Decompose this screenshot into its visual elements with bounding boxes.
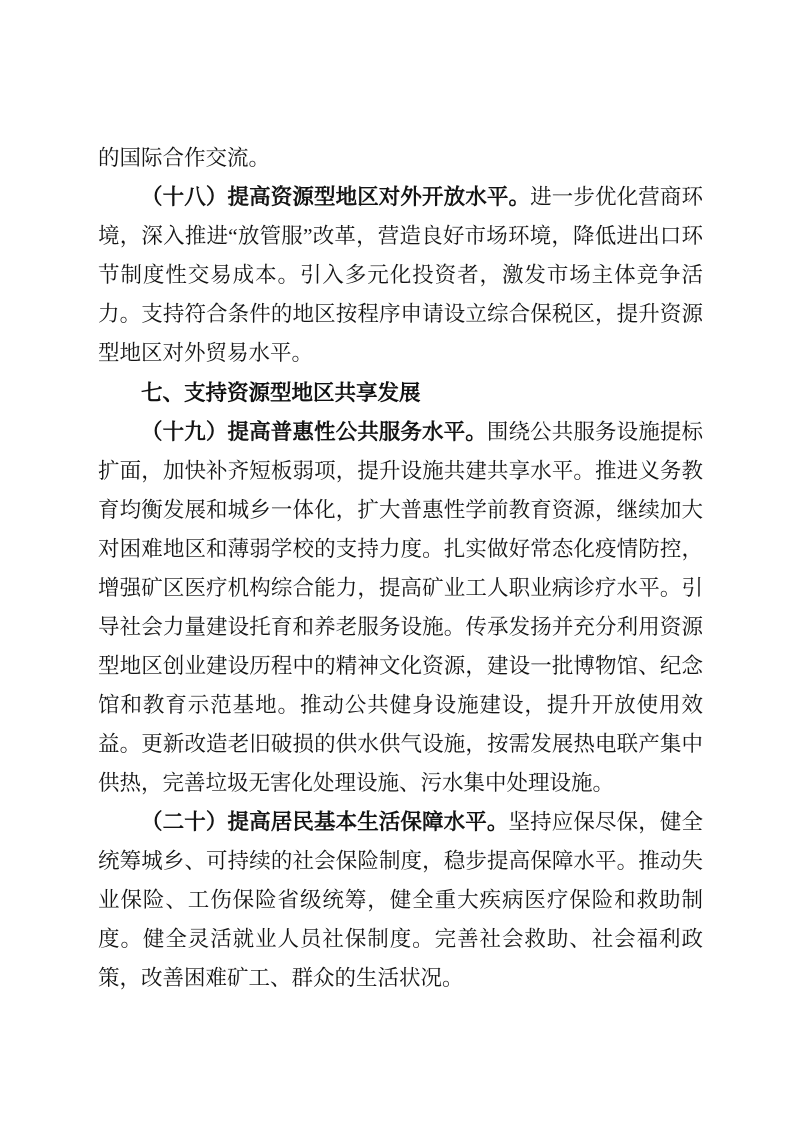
paragraph-item-19 [98, 413, 703, 803]
paragraph-19-lead: （十九）提高普惠性公共服务水平。 [141, 420, 487, 444]
paragraph-19-body: 围绕公共服务设施提标扩面，加快补齐短板弱项，提升设施共建共享水平。推进义务教育均衡发展和城乡一体化，扩大普惠性学前教育资源，继续加大对困难地区和薄弱学校的支持力度。扎实做好常态化疫情防控，增强矿区医疗机构综合能力，提高矿业工人职业病诊疗水平。引导社会力量建设托育和养老服务设施。传承发扬并充分利用资源型地区创业建设历程中的精神文化资源，建设一批博物馆、纪念馆和教育示范基地。推动公共健身设施建设，提升开放使用效益。更新改造老旧破损的供水供气设施，按需发展热电联产集中供热，完善垃圾无害化处理设施、污水集中处理设施。 [98, 420, 703, 795]
paragraph-item-18 [98, 178, 703, 373]
paragraph-18-body: 进一步优化营商环境，深入推进“放管服”改革，营造良好市场环境，降低进出口环节制度性交易成本。引入多元化投资者，激发市场主体竞争活力。支持符合条件的地区按程序申请设立综合保税区，提升资源型地区对外贸易水平。 [98, 185, 703, 365]
document-body [98, 139, 703, 998]
paragraph-continuation [98, 139, 703, 178]
paragraph-18-lead: （十八）提高资源型地区对外开放水平。 [141, 185, 531, 209]
section-heading-7: 七、支持资源型地区共享发展 [141, 381, 421, 405]
paragraph-item-20 [98, 803, 703, 998]
paragraph-20-lead: （二十）提高居民基本生活保障水平。 [141, 810, 509, 834]
paragraph-20-body: 坚持应保尽保，健全统筹城乡、可持续的社会保险制度，稳步提高保障水平。推动失业保险、工伤保险省级统筹，健全重大疾病医疗保险和救助制度。健全灵活就业人员社保制度。完善社会救助、社会福利政策，改善困难矿工、群众的生活状况。 [98, 810, 703, 990]
paragraph-continuation-text: 的国际合作交流。 [98, 146, 271, 170]
